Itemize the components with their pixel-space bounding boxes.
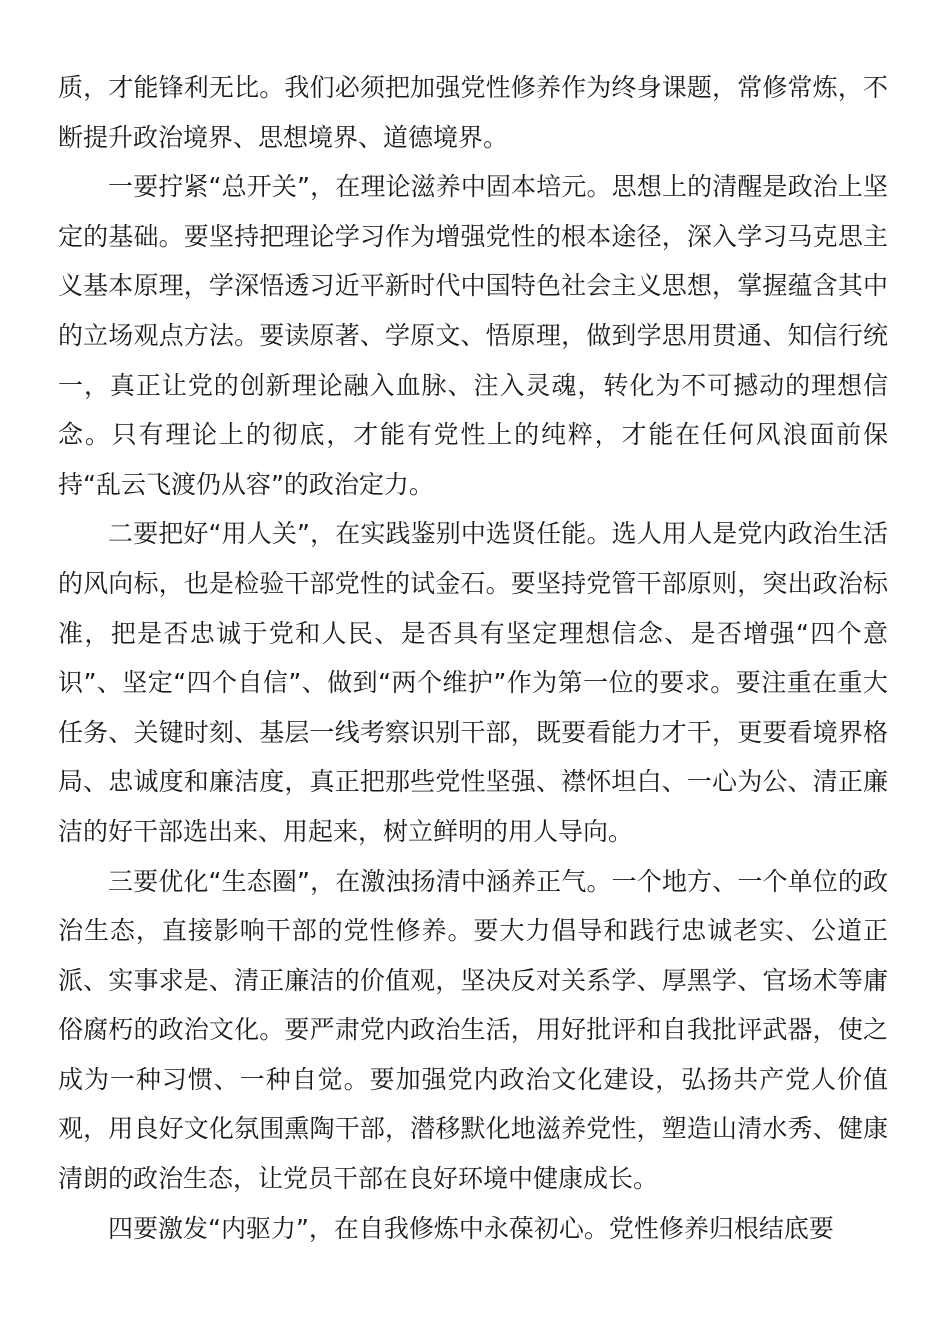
paragraph-ecology: 三要优化“生态圈”，在激浊扬清中涵养正气。一个地方、一个单位的政治生态，直接影响干部的党性修养。要大力倡导和践行忠诚老实、公道正派、实事求是、清正廉洁的价值观，坚决反对关系学、厚黑学、官场术等庸俗腐朽的政治文化。要严肃党内政治生活，用好批评和自我批评武器，使之成为一种习惯、一种自觉。要加强党内政治文化建设，弘扬共产党人价值观，用良好文化氛围熏陶干部，潜移默化地滋养党性，塑造山清水秀、健康清朗的政治生态，让党员干部在良好环境中健康成长。 — [58, 866, 888, 1194]
paragraph-motivation: 四要激发“内驱力”，在自我修炼中永葆初心。党性修养归根结底要 — [108, 1213, 834, 1243]
paragraph-personnel: 二要把好“用人关”，在实践鉴别中选贤任能。选人用人是党内政治生活的风向标，也是检验干部党性的试金石。要坚持党管干部原则，突出政治标准，把是否忠诚于党和人民、是否具有坚定理想信念、是否增强“四个意识”、坚定“四个自信”、做到“两个维护”作为第一位的要求。要注重在重大任务、关键时刻、基层一线考察识别干部，既要看能力才干，更要看境界格局、忠诚度和廉洁度，真正把那些党性坚强、襟怀坦白、一心为公、清正廉洁的好干部选出来、用起来，树立鲜明的用人导向。 — [58, 519, 888, 846]
document-body — [58, 63, 888, 1253]
paragraph-continuation: 质，才能锋利无比。我们必须把加强党性修养作为终身课题，常修常炼，不断提升政治境界、思想境界、道德境界。 — [58, 73, 888, 152]
paragraph-theory: 一要拧紧“总开关”，在理论滋养中固本培元。思想上的清醒是政治上坚定的基础。要坚持把理论学习作为增强党性的根本途径，深入学习马克思主义基本原理，学深悟透习近平新时代中国特色社会主义思想，掌握蕴含其中的立场观点方法。要读原著、学原文、悟原理，做到学思用贯通、知信行统一，真正让党的创新理论融入血脉、注入灵魂，转化为不可撼动的理想信念。只有理论上的彻底，才能有党性上的纯粹，才能在任何风浪面前保持“乱云飞渡仍从容”的政治定力。 — [58, 172, 888, 499]
